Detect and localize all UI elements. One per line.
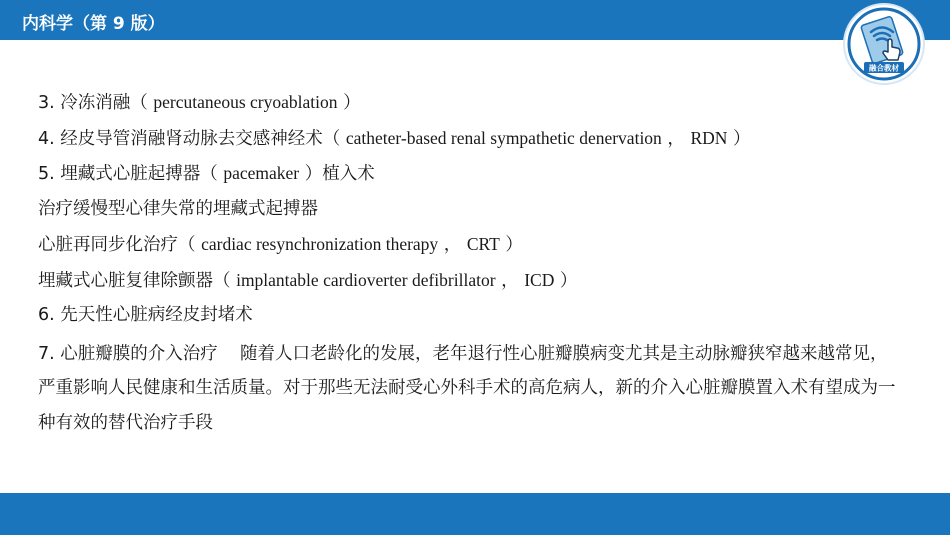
- item-text: 4. 经皮导管消融肾动脉去交感神经术（: [38, 128, 341, 149]
- item-text: 治疗缓慢型心律失常的埋藏式起搏器: [38, 198, 318, 219]
- item-text: 心脏再同步化治疗（: [38, 235, 196, 255]
- item-text-end: ）植入术: [304, 164, 375, 184]
- item-term-en: implantable cardioverter defibrillator: [236, 269, 496, 290]
- book-title: 内科学（第 9 版）: [22, 14, 165, 34]
- item-text: 6. 先天性心脏病经皮封堵术: [38, 305, 253, 325]
- item-separator: ，: [501, 270, 519, 291]
- wifi-hand-touch-icon: [842, 2, 926, 86]
- list-item: [38, 124, 908, 160]
- list-item: [38, 301, 908, 337]
- item-text: 3. 冷冻消融（: [38, 93, 148, 113]
- item-text: 埋藏式心脏复律除颤器（: [38, 270, 231, 291]
- item-term-en: percutaneous cryoablation: [153, 92, 338, 112]
- item-abbr-en: CRT: [466, 234, 500, 254]
- list-item: [38, 230, 908, 266]
- paragraph-lead: 7. 心脏瓣膜的介入治疗: [38, 343, 218, 364]
- item-separator: ，: [667, 128, 685, 149]
- list-item: [38, 195, 908, 231]
- logo-label: 融合教材: [869, 63, 899, 73]
- list-item: [38, 88, 908, 124]
- item-abbr-en: RDN: [690, 127, 728, 148]
- item-text-end: ）: [559, 270, 578, 291]
- list-item: [38, 159, 908, 195]
- content-body: [38, 88, 908, 440]
- header-bar: [0, 0, 950, 40]
- item-term-en: cardiac resynchronization therapy: [201, 234, 439, 254]
- list-item: [38, 266, 908, 302]
- item-separator: ，: [443, 235, 462, 255]
- item-text-end: ）: [733, 128, 751, 149]
- item-term-en: pacemaker: [223, 163, 300, 183]
- paragraph-body: 随着人口老龄化的发展，老年退行性心脏瓣膜病变尤其是主动脉瓣狭窄越来越常见，严重影响人民健康和生活质量。对于那些无法耐受心外科手术的高危病人，新的介入心脏瓣膜置入术有望成为一种有效的替代治疗手段: [38, 343, 896, 433]
- item-text-end: ）: [343, 93, 361, 113]
- item-abbr-en: ICD: [524, 269, 555, 290]
- footer-bar: [0, 493, 950, 535]
- item-text-end: ）: [505, 235, 523, 255]
- paragraph: [38, 337, 900, 441]
- item-term-en: catheter-based renal sympathetic denervation: [345, 127, 662, 148]
- item-text: 5. 埋藏式心脏起搏器（: [38, 164, 218, 184]
